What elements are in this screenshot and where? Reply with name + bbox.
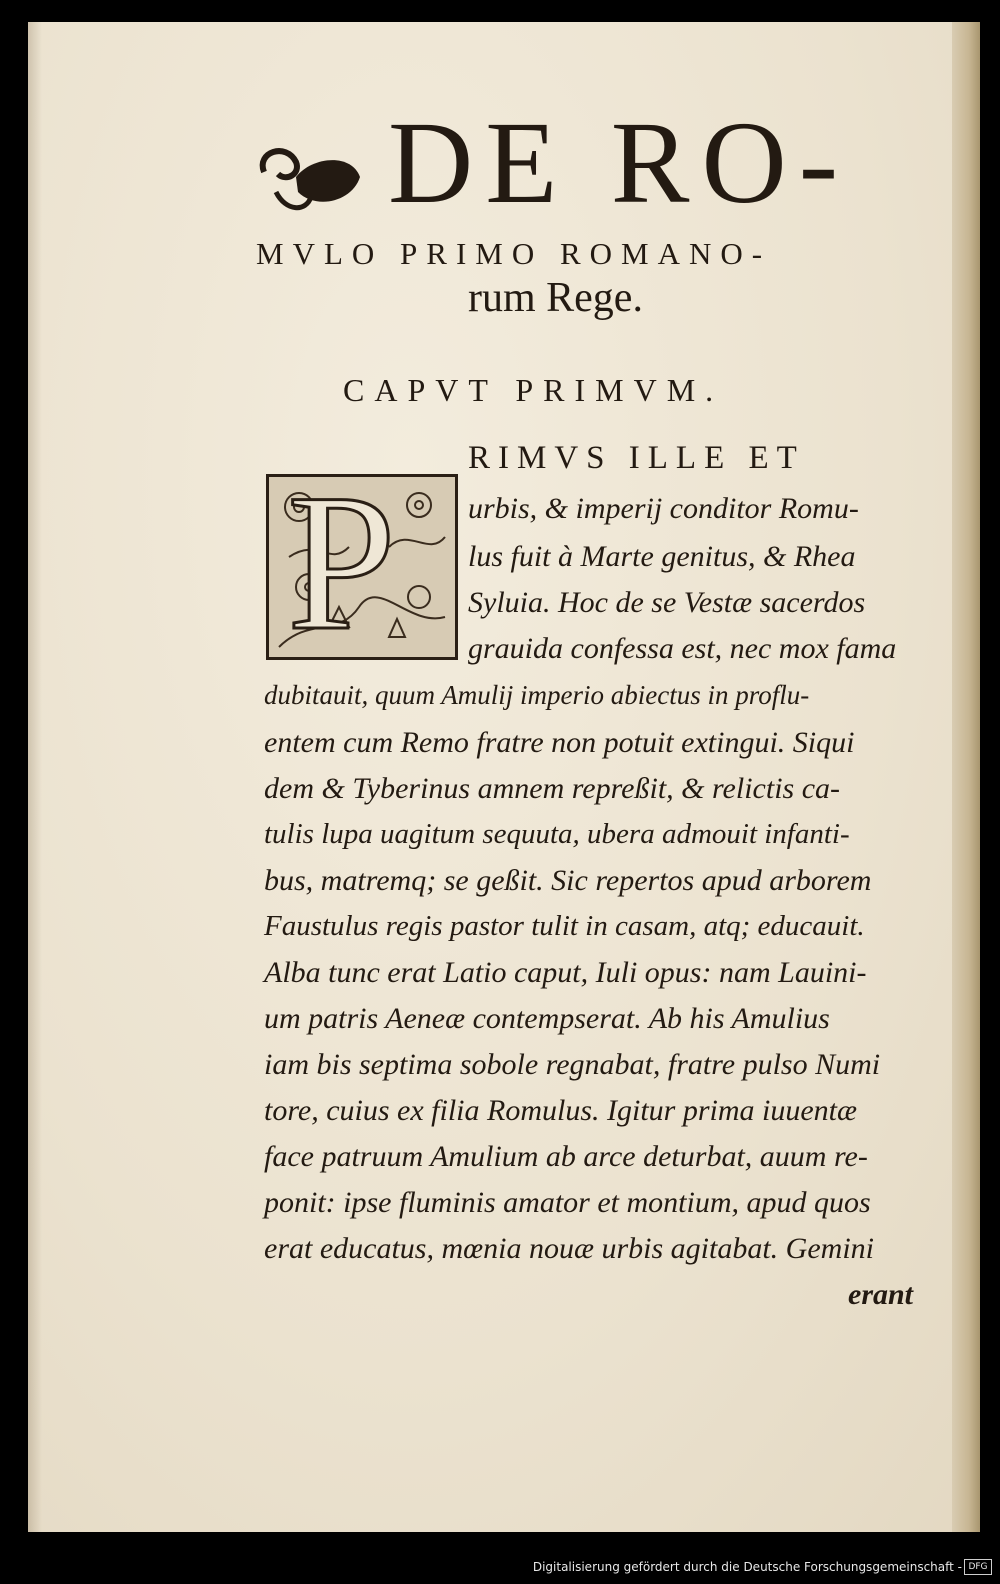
text-line: Faustulus regis pastor tulit in casam, atq; educauit. bbox=[264, 910, 865, 942]
text-line: iam bis septima sobole regnabat, fratre pulso Numi bbox=[264, 1048, 881, 1081]
decorated-initial bbox=[266, 474, 458, 660]
text-line: dubitauit, quum Amulij imperio abiectus in proflu- bbox=[264, 680, 810, 710]
gutter-shadow bbox=[28, 22, 42, 1532]
text-line: dem & Tyberinus amnem repreßit, & relictis ca- bbox=[264, 772, 841, 805]
book-page bbox=[28, 22, 980, 1532]
text-line: grauida confessa est, nec mox fama bbox=[468, 632, 897, 665]
text-line: erat educatus, mœnia nouæ urbis agitabat. Gemini bbox=[264, 1232, 874, 1265]
catchword: erant bbox=[848, 1278, 914, 1311]
text-line: ponit: ipse fluminis amator et montium, apud quos bbox=[264, 1186, 871, 1219]
text-line: tore, cuius ex filia Romulus. Igitur prima iuuentæ bbox=[264, 1094, 858, 1127]
page-edge bbox=[952, 22, 980, 1532]
text-line: face patruum Amulium ab arce deturbat, auum re- bbox=[264, 1140, 868, 1173]
title-line-3: rum Rege. bbox=[468, 275, 643, 321]
dfg-logo: DFG bbox=[964, 1559, 992, 1575]
text-line: bus, matremq; se geßit. Sic repertos apud arborem bbox=[264, 864, 872, 897]
text-line: tulis lupa uagitum sequuta, ubera admouit infanti- bbox=[264, 818, 850, 850]
chapter-heading: CAPVT PRIMVM. bbox=[343, 372, 724, 408]
fleuron-ornament-icon bbox=[256, 132, 366, 222]
text-line: Alba tunc erat Latio caput, Iuli opus: nam Lauini- bbox=[264, 956, 867, 989]
text-line: entem cum Remo fratre non potuit extingui. Siqui bbox=[264, 726, 855, 759]
first-line: RIMVS ILLE ET bbox=[468, 440, 805, 476]
initial-letter: P bbox=[287, 474, 397, 660]
text-line: urbis, & imperij conditor Romu- bbox=[468, 492, 859, 525]
text-line: lus fuit à Marte genitus, & Rhea bbox=[468, 540, 856, 573]
text-line: Syluia. Hoc de se Vestæ sacerdos bbox=[468, 586, 866, 619]
digitization-credit: Digitalisierung gefördert durch die Deutsche Forschungsgemeinschaft - bbox=[532, 1560, 962, 1574]
title-line-2: MVLO PRIMO ROMANO- bbox=[256, 236, 772, 271]
text-line: um patris Aeneæ contempserat. Ab his Amulius bbox=[264, 1002, 830, 1035]
title-line-1: DE RO- bbox=[388, 97, 851, 228]
